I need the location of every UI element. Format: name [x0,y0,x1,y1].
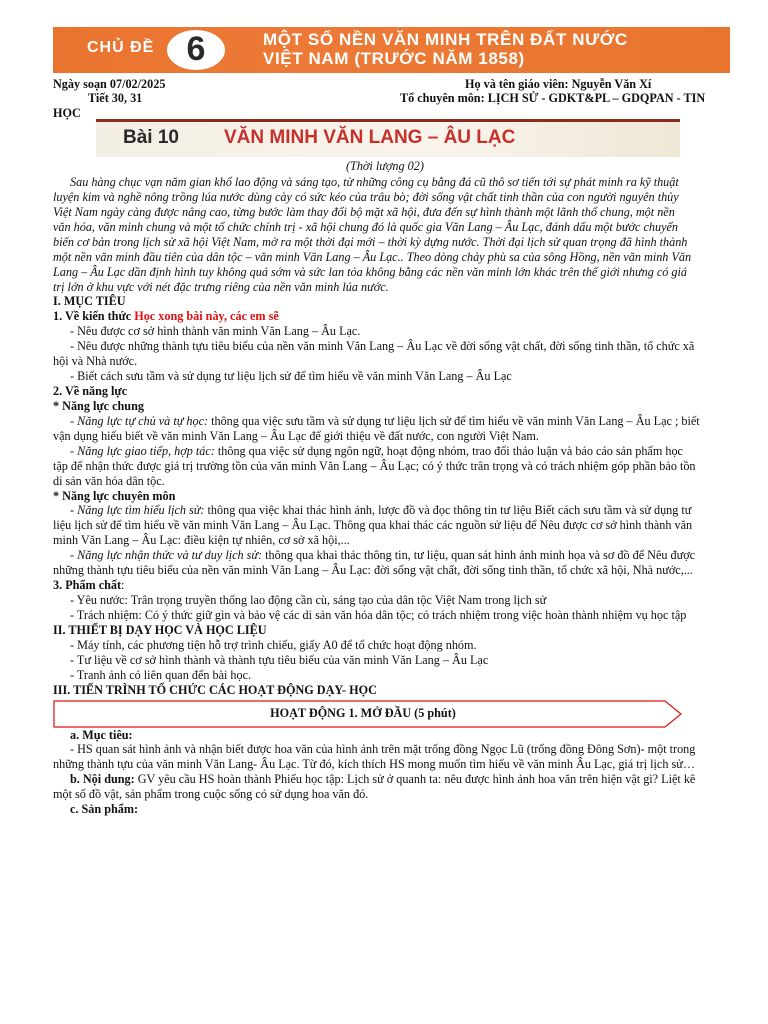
ability-label: - Năng lực tìm hiểu lịch sử: [70,503,205,517]
teacher-name: Họ và tên giáo viên: Nguyễn Văn Xí [465,77,652,91]
knowledge-highlight: Học xong bài này, các em sẽ [134,309,279,323]
general-ability-cont: di sản văn hóa dân tộc. [53,474,165,488]
ability-text: thông qua khai thác thông tin, tư liệu, quan sát hình ảnh minh họa và sơ đồ để Nêu được [262,548,696,562]
section-process-heading: III. TIẾN TRÌNH TỔ CHỨC CÁC HOẠT ĐỘNG DẠY- HỌC [53,683,377,697]
topic-number: 6 [186,30,206,68]
topic-title-line1: MỘT SỐ NỀN VĂN MINH TRÊN ĐẤT NƯỚC [263,30,628,49]
equipment-item: - Máy tính, các phương tiện hỗ trợ trình chiếu, giấy A0 để tổ chức hoạt động nhóm. [70,638,477,652]
intro-line: Lang – Âu Lạc dần định hình tuy không quá sớm và sức lan tỏa không bằng các nền văn minh lớn khác trên thế giới nhưng có giá [53,265,687,279]
special-ability-item [70,503,691,518]
department: Tổ chuyên môn: LỊCH SỬ - GDKT&PL – GDQPAN - TIN [400,91,706,105]
intro-line: văn hóa, văn minh chung và một tổ chức chính trị - xã hội chung đó là quốc gia Văn Lang – Âu Lạc, đánh dấu một bước chuyển [53,220,679,234]
ability-label: - Năng lực giao tiếp, hợp tác: [70,444,215,458]
content-text-cont: một số đồ vật, sản phẩm trong cuộc sống có sử dụng hoa văn đó. [53,787,369,801]
lesson-header [96,119,680,157]
general-ability-cont: vận dụng hiểu biết về văn minh Văn Lang – Âu Lạc để giới thiệu về đất nước, con người Việt Nam. [53,429,539,443]
quality-heading [53,578,124,593]
ability-text: thông qua việc khai thác hình ảnh, lược đồ và đọc thông tin tư liệu Biết cách sưu tầm và sử dụng tư [204,503,692,517]
knowledge-item: hội và Nhà nước. [53,354,138,368]
general-ability-cont: tập để nhận thức được giá trị trường tồn của văn minh Văn Lang – Âu Lạc; có ý thức trân trọng và có trách nhiệm góp phần bảo tồn [53,459,696,473]
objective-text: những thành tựu của văn minh Văn Lang- Âu Lạc. Từ đó, kích thích HS mong muốn tìm hiểu về văn minh Âu Lạc, giá trị lịch sử… [53,757,696,771]
topic-banner [53,27,730,73]
special-ability-cont: những thành tựu tiêu biểu của nền văn minh Văn Lang – Âu Lạc: đời sống vật chất, đời sống tinh thần, tổ chức xã hội, Nhà nước,... [53,563,693,577]
content-label: b. Nội dung: [70,772,135,786]
lesson-title: VĂN MINH VĂN LANG – ÂU LẠC [224,127,516,148]
topic-label: CHỦ ĐỀ [87,39,155,56]
special-ability-item [70,548,695,563]
intro-line: luyện kim và nghề nông trồng lúa nước dùng cày có sức kéo của trâu bò; đời sống vật chất tinh thần của con người nguyên thủy [53,190,679,204]
quality-colon: : [121,578,125,592]
intro-line: trị lớn ở khu vực với nét đặc trưng riêng của nền văn minh lúa nước. [53,280,389,294]
intro-line: Việt Nam ngày càng được nâng cao, từng bước làm thay đổi bộ mặt xã hội, đưa đến sự hình thành một lãnh thổ chung, một nền [53,205,675,219]
lesson-header-bar [96,119,680,122]
content-text: GV yêu cầu HS hoàn thành Phiếu học tập: Lịch sử ở quanh ta: nêu được hình ảnh hoa văn trên hiện vật gì? Liệt kê [134,772,696,786]
ability-text: thông qua việc sưu tầm và sử dụng tư liệu lịch sử để tìm hiểu về văn minh Văn Lang – Âu Lạc ; biết [208,414,700,428]
intro-line: Sau hàng chục vạn năm gian khổ lao động và sáng tạo, từ những công cụ bằng đá cũ thô sơ tiến tới sự phát minh ra kỹ thuật [70,175,679,189]
intro-line: một nền văn minh đầu tiên của dân tộc – văn minh Văn Lang – Âu Lạc.. Theo dòng chảy phù sa của sông Hồng, nền văn minh Văn [53,250,692,264]
special-ability-cont: minh Văn Lang – Âu Lạc: điều kiện tự nhiên, cơ sở xã hội,... [53,533,350,547]
quality-heading-label: 3. Phẩm chất [53,578,122,592]
equipment-item: - Tư liệu về cơ sở hình thành và thành tựu tiêu biểu của văn minh Văn Lang – Âu Lạc [70,653,489,667]
general-ability-heading: * Năng lực chung [53,399,144,413]
equipment-item: - Tranh ảnh có liên quan đến bài học. [70,668,252,682]
knowledge-item: - Nêu được những thành tựu tiêu biểu của nền văn minh Văn Lang – Âu Lạc về đời sống vật chất, đời sống tinh thần, tổ chức xã [70,339,695,353]
knowledge-heading-label: 1. Về kiến thức [53,309,135,323]
intro-line: biến cơ bản trong lịch sử xã hội Việt Nam, mở ra một thời đại mới – thời kỳ dựng nước. Thời đại lịch sử quan trọng đã hình thành [53,235,688,249]
activity-arrow-box [53,700,683,728]
quality-item: - Trách nhiệm: Có ý thức giữ gìn và bảo vệ các di sản văn hóa dân tộc; có trách nhiệm trong việc hoàn thành nhiệm vụ học tập [70,608,687,622]
content-line [70,772,695,787]
knowledge-item: - Nêu được cơ sở hình thành văn minh Văn Lang – Âu Lạc. [70,324,361,338]
product-label: c. Sản phẩm: [70,802,139,816]
general-ability-item [70,414,700,429]
objective-text: - HS quan sát hình ảnh và nhận biết được hoa văn của hình ảnh trên mặt trống đồng Ngọc Lũ (trống đồng Đông Sơn)- một trong [70,742,696,756]
quality-item: - Yêu nước: Trân trọng truyền thống lao động cần cù, sáng tạo của dân tộc Việt Nam trong lịch sử [70,593,547,607]
ability-heading: 2. Về năng lực [53,384,128,398]
prep-date: Ngày soạn 07/02/2025 [53,77,166,91]
section-equipment-heading: II. THIẾT BỊ DẠY HỌC VÀ HỌC LIỆU [53,623,267,637]
section-objectives-heading: I. MỤC TIÊU [53,294,126,308]
knowledge-item: - Biết cách sưu tầm và sử dụng tư liệu lịch sử để tìm hiểu về văn minh Văn Lang – Âu Lạc [70,369,512,383]
objective-label: a. Mục tiêu: [70,728,133,742]
lesson-number: Bài 10 [123,127,179,148]
duration: (Thời lượng 02) [346,159,424,173]
topic-title-line2: VIỆT NAM (TRƯỚC NĂM 1858) [263,49,525,68]
knowledge-heading [53,309,279,324]
activity-title: HOẠT ĐỘNG 1. MỞ ĐẦU (5 phút) [270,706,456,720]
lesson-periods: Tiết 30, 31 [88,91,143,105]
department-cont: HỌC [53,106,81,120]
general-ability-item [70,444,683,459]
special-ability-heading: * Năng lực chuyên môn [53,489,176,503]
ability-label: - Năng lực tự chủ và tự học: [70,414,209,428]
ability-text: thông qua việc sử dụng ngôn ngữ, hoạt động nhóm, trao đổi thảo luận và báo cáo sản phẩm học [214,444,683,458]
special-ability-cont: liệu lịch sử để tìm hiểu về văn minh Văn Lang – Âu Lạc. Thông qua khai thác các nguồn sử liệu để Nêu được cơ sở hình thành văn [53,518,693,532]
ability-label: - Năng lực nhận thức và tư duy lịch sử: [70,548,263,562]
